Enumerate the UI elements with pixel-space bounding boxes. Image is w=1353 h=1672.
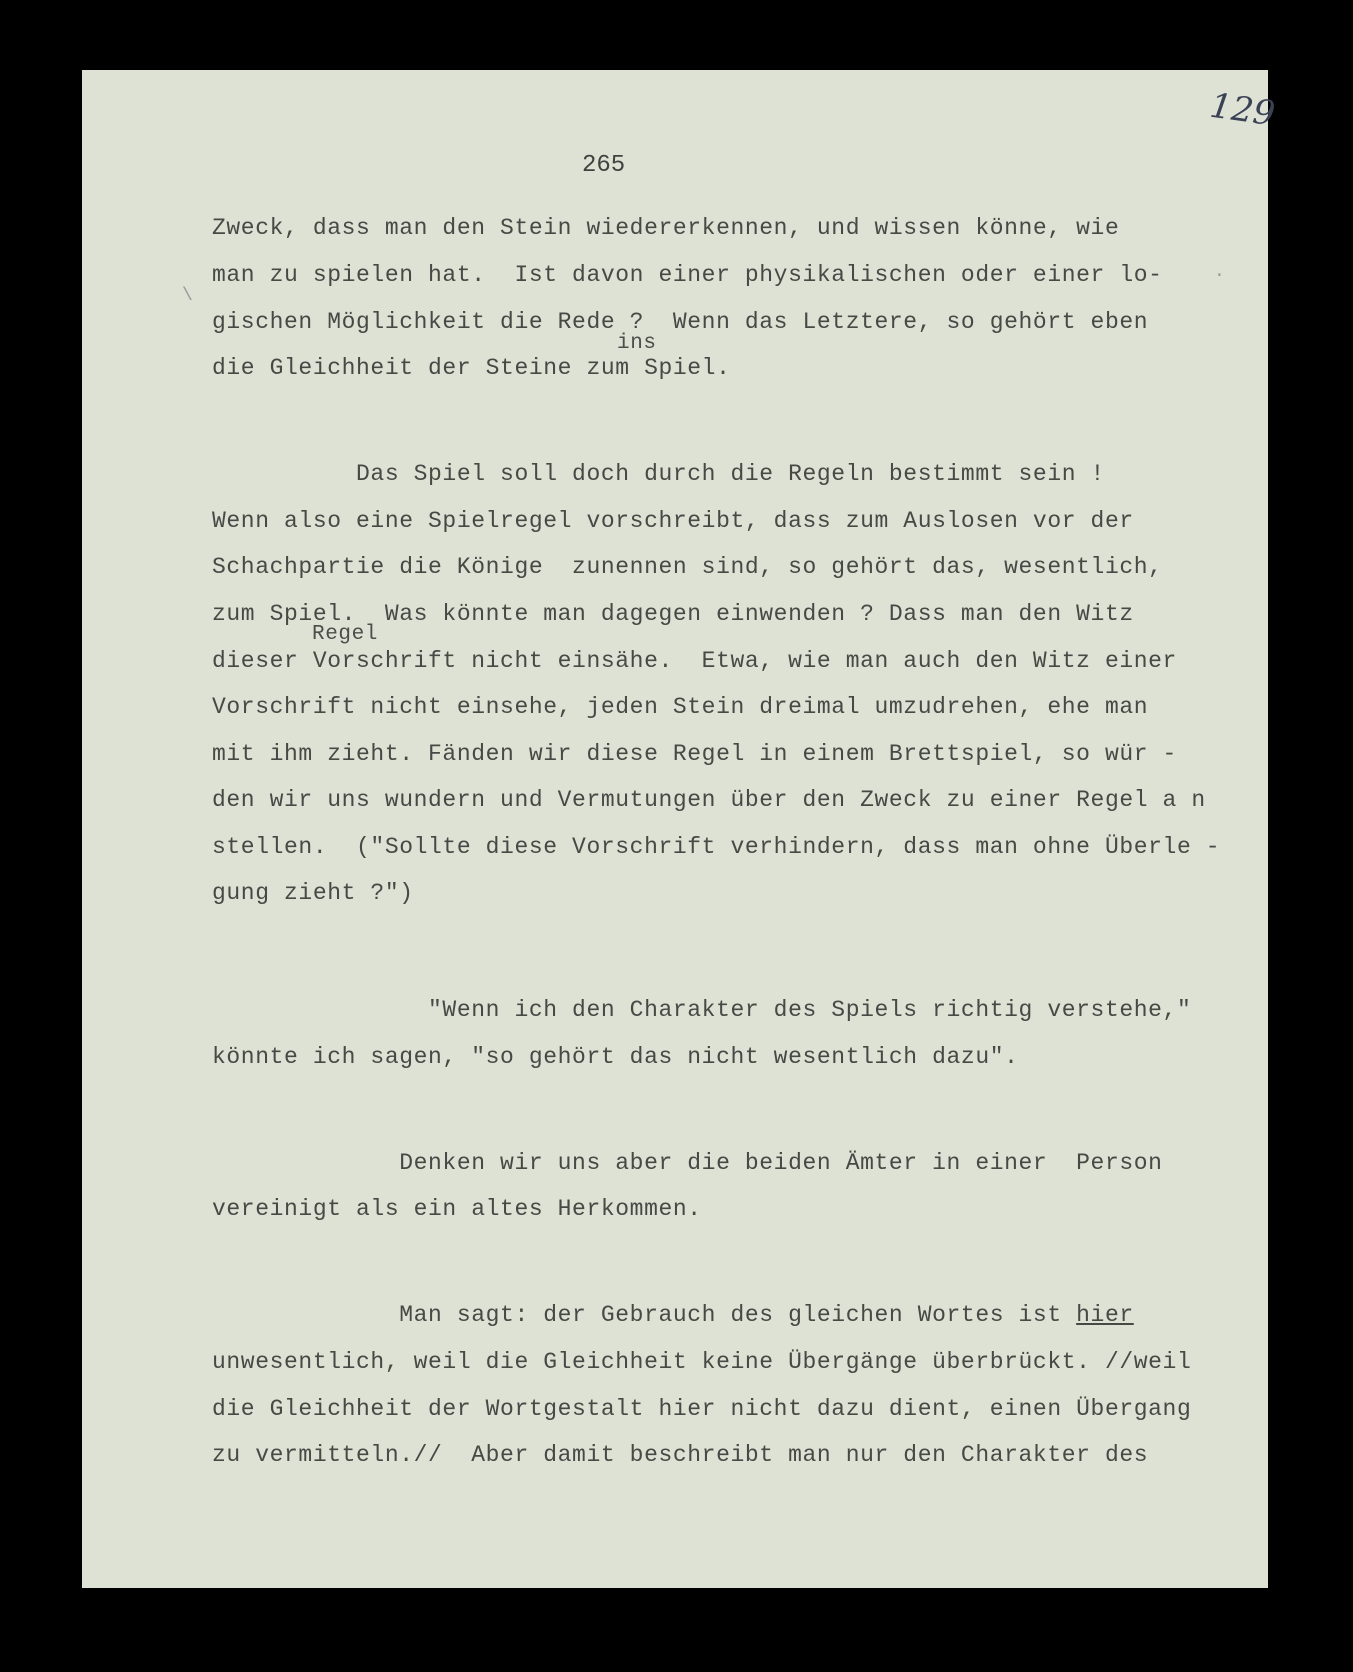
text-line: Wenn also eine Spielregel vorschreibt, dass zum Auslosen vor der (212, 508, 1134, 534)
text-line: den wir uns wundern und Vermutungen über den Zweck zu einer Regel a n (212, 787, 1206, 813)
text-line: die Gleichheit der Steine zum Spiel. (212, 355, 731, 381)
text-line: zu vermitteln.// Aber damit beschreibt man nur den Charakter des (212, 1442, 1149, 1468)
interlinear-insertion: ins (617, 332, 657, 355)
text-segment: Man sagt: der Gebrauch des gleichen Wortes ist (212, 1302, 1077, 1328)
underlined-word: hier (1076, 1302, 1134, 1328)
text-line: könnte ich sagen, "so gehört das nicht wesentlich dazu". (212, 1044, 1019, 1070)
text-line: mit ihm zieht. Fänden wir diese Regel in einem Brettspiel, so wür - (212, 741, 1177, 767)
text-line: unwesentlich, weil die Gleichheit keine Übergänge überbrückt. //weil (212, 1349, 1192, 1375)
text-line: zum Spiel. Was könnte man dagegen einwenden ? Dass man den Witz (212, 601, 1134, 627)
archive-number: 129 (1207, 85, 1278, 135)
text-line: man zu spielen hat. Ist davon einer physikalischen oder einer lo- (212, 262, 1163, 288)
text-line: Vorschrift nicht einsehe, jeden Stein dreimal umzudrehen, ehe man (212, 694, 1149, 720)
text-line: Denken wir uns aber die beiden Ämter in einer Person (212, 1150, 1163, 1176)
text-line: gischen Möglichkeit die Rede ? Wenn das Letztere, so gehört eben (212, 309, 1149, 335)
text-line: gung zieht ?") (212, 880, 414, 906)
interlinear-insertion: Regel (312, 623, 379, 646)
margin-mark: \ (182, 286, 193, 306)
text-line: vereinigt als ein altes Herkommen. (212, 1196, 702, 1222)
typewritten-page (82, 70, 1278, 1588)
text-line: Schachpartie die Könige zunennen sind, so gehört das, wesentlich, (212, 554, 1163, 580)
margin-dot: · (1214, 266, 1225, 286)
text-line: die Gleichheit der Wortgestalt hier nicht dazu dient, einen Übergang (212, 1396, 1192, 1422)
text-line: Zweck, dass man den Stein wiedererkennen, und wissen könne, wie (212, 215, 1120, 241)
text-line: stellen. ("Sollte diese Vorschrift verhindern, dass man ohne Überle - (212, 834, 1221, 860)
text-line: Das Spiel soll doch durch die Regeln bestimmt sein ! (212, 461, 1105, 487)
text-line: "Wenn ich den Charakter des Spiels richtig verstehe," (212, 997, 1192, 1023)
page-number: 265 (582, 152, 626, 179)
text-line: dieser Vorschrift nicht einsähe. Etwa, wie man auch den Witz einer (212, 648, 1177, 674)
text-line (212, 1302, 1134, 1328)
